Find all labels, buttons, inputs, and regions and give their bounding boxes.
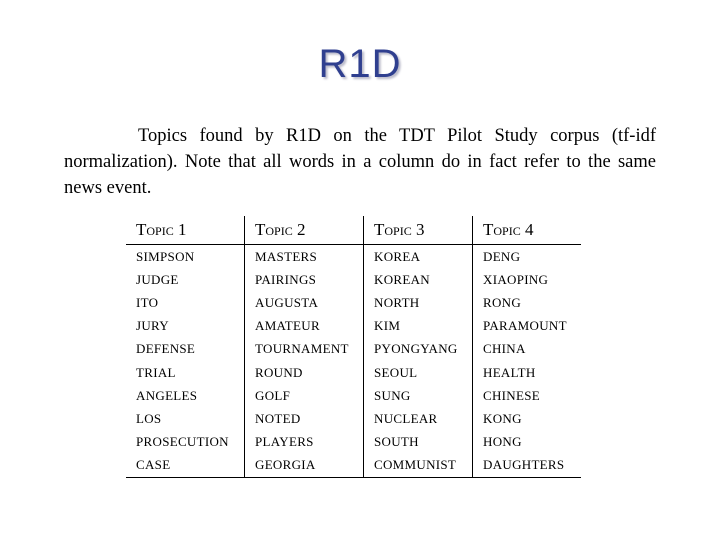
table-cell: ITO	[126, 291, 245, 314]
table-row	[126, 384, 581, 407]
table-row	[126, 431, 581, 454]
table-header-row	[126, 216, 581, 245]
table-cell: KOREA	[364, 245, 473, 269]
table-cell: LOS	[126, 407, 245, 430]
table-cell: AMATEUR	[245, 315, 364, 338]
table-row	[126, 407, 581, 430]
table-cell: JUDGE	[126, 268, 245, 291]
topics-table	[126, 216, 581, 478]
table-cell: XIAOPING	[483, 271, 549, 287]
table-cell: SEOUL	[364, 361, 473, 384]
table-cell: SUNG	[364, 384, 473, 407]
column-header-topic-4: Topic 4	[473, 216, 582, 245]
table-cell: CHINESE	[483, 387, 540, 403]
table-body	[126, 245, 581, 478]
table-row	[126, 361, 581, 384]
table-cell: HONG	[483, 434, 522, 450]
table-cell: DAUGHTERS	[473, 454, 582, 478]
table-cell: DENG	[483, 248, 521, 264]
slide-title: R1D	[318, 42, 402, 86]
table-cell: CASE	[126, 454, 245, 478]
table-row	[126, 245, 581, 269]
table-cell: GEORGIA	[245, 454, 364, 478]
table-row	[126, 454, 581, 478]
table-cell: KOREAN	[364, 268, 473, 291]
table-cell: ROUND	[245, 361, 364, 384]
table-cell: KONG	[483, 410, 522, 426]
table-cell: PAIRINGS	[245, 268, 364, 291]
table-row	[126, 338, 581, 361]
column-header-topic-3: Topic 3	[364, 216, 473, 245]
table-cell: JURY	[126, 315, 245, 338]
table-cell: MASTERS	[245, 245, 364, 269]
table-cell: HEALTH	[483, 364, 536, 380]
table-row	[126, 291, 581, 314]
table-cell: SOUTH	[364, 431, 473, 454]
table-cell: PLAYERS	[245, 431, 364, 454]
table-cell: CHINA	[483, 341, 526, 357]
table-cell: TRIAL	[126, 361, 245, 384]
table-cell: NUCLEAR	[364, 407, 473, 430]
table-cell: NORTH	[364, 291, 473, 314]
column-header-topic-1: Topic 1	[126, 216, 245, 245]
table-cell: NOTED	[245, 407, 364, 430]
table-cell: AUGUSTA	[245, 291, 364, 314]
table-row	[126, 315, 581, 338]
table-cell: PROSECUTION	[126, 431, 245, 454]
table-cell: PYONGYANG	[364, 338, 473, 361]
column-header-topic-2: Topic 2	[245, 216, 364, 245]
table-cell: COMMUNIST	[364, 454, 473, 478]
table-cell: RONG	[483, 294, 522, 310]
table-cell: SIMPSON	[126, 245, 245, 269]
table-cell: GOLF	[245, 384, 364, 407]
table-cell: PARAMOUNT	[483, 318, 567, 334]
table-cell: DEFENSE	[126, 338, 245, 361]
table-cell: KIM	[364, 315, 473, 338]
table-row	[126, 268, 581, 291]
table-cell: ANGELES	[126, 384, 245, 407]
table-cell: TOURNAMENT	[245, 338, 364, 361]
table-caption: Topics found by R1D on the TDT Pilot Study corpus (tf-idf normalization). Note that all words in a column do in fact refer to the same news event.	[64, 126, 656, 198]
